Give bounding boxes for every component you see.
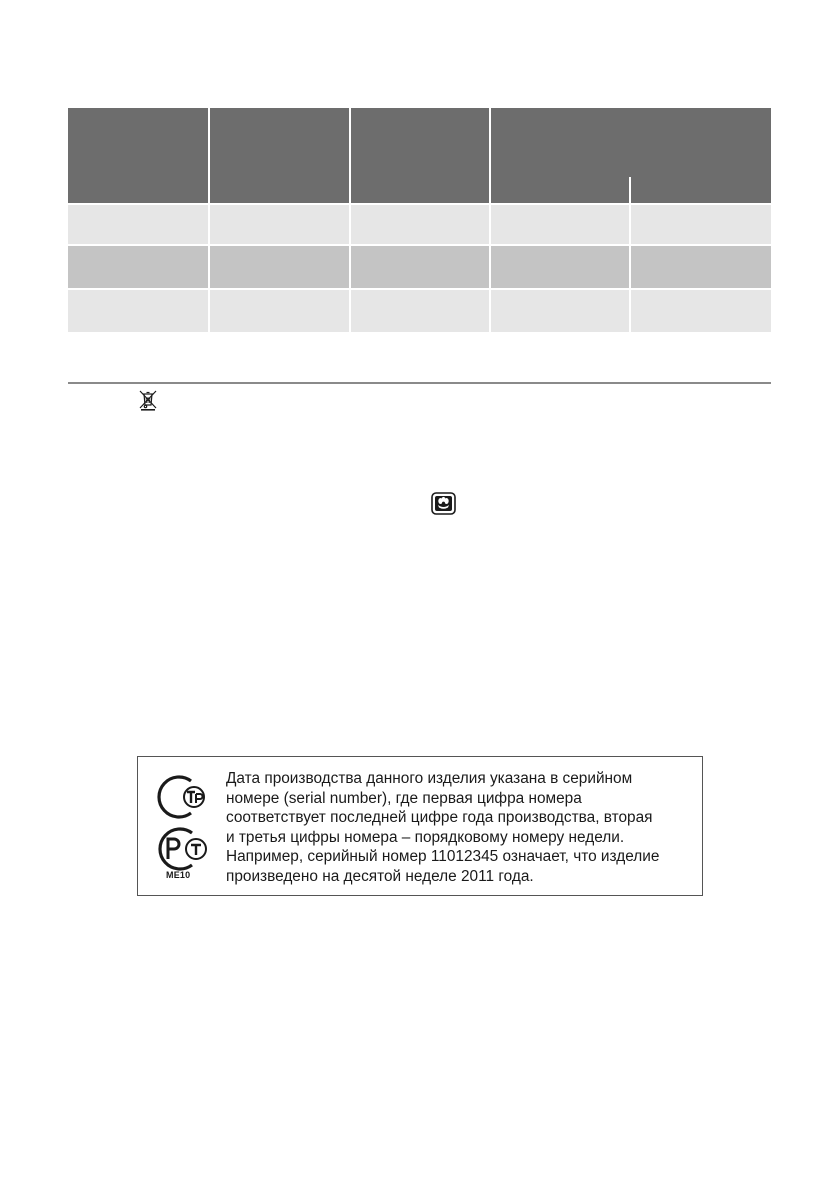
notice-text <box>226 769 696 887</box>
column-divider <box>349 205 351 332</box>
column-divider <box>489 205 491 332</box>
header-subcolumn-divider <box>629 177 631 203</box>
production-date-notice <box>137 756 703 896</box>
eco-flower-icon <box>431 492 456 515</box>
notice-line: номере (serial number), где первая цифра номера <box>226 789 582 807</box>
pct-gost-mark-icon <box>160 829 206 869</box>
notice-line: Например, серийный номер 11012345 означает, что изделие <box>226 848 660 866</box>
section-divider <box>68 382 771 384</box>
certification-marks <box>156 775 212 885</box>
notice-line: и третья цифры номера – порядковому номеру недели. <box>226 828 625 846</box>
table-row <box>68 290 771 332</box>
header-divider <box>489 108 491 203</box>
certificate-code: ME10 <box>166 870 191 880</box>
column-divider <box>208 205 210 332</box>
notice-line: Дата производства данного изделия указана в серийном <box>226 770 633 787</box>
header-divider <box>208 108 210 203</box>
column-divider <box>629 205 631 332</box>
table-row <box>68 246 771 288</box>
eac-ctr-mark-icon <box>159 777 204 817</box>
notice-line: соответствует последней цифре года производства, вторая <box>226 809 653 827</box>
header-divider <box>349 108 351 203</box>
table-row <box>68 205 771 244</box>
crossed-out-wheelie-bin-icon <box>138 389 158 411</box>
specification-table <box>68 108 771 332</box>
notice-line: произведено на десятой неделе 2011 года. <box>226 867 534 885</box>
table-header <box>68 108 771 203</box>
